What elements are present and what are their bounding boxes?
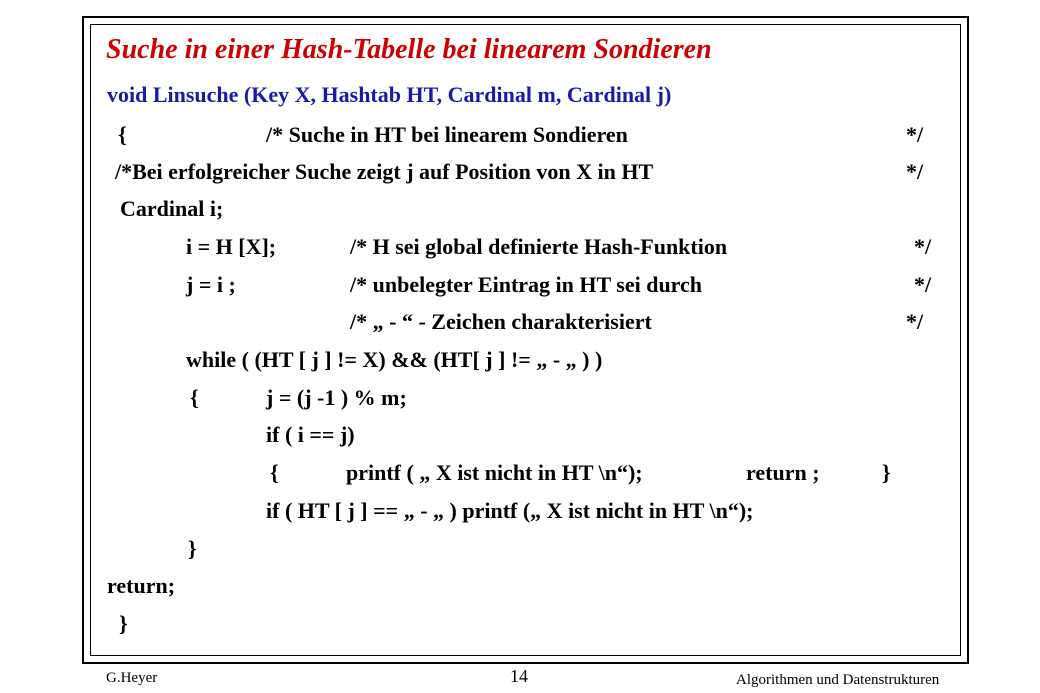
code-comment-hash: /* H sei global definierte Hash-Funktion (350, 234, 728, 259)
code-if-eq: if ( i == j) (266, 422, 355, 447)
code-decrement: j = (j -1 ) % m; (266, 385, 407, 410)
slide-frame-inner (90, 24, 961, 656)
code-if-empty: if ( HT [ j ] == „ - „ ) printf („ X ist nicht in HT \n“); (266, 498, 754, 523)
code-comment-char: /* „ - “ - Zeichen charakterisiert (350, 309, 652, 334)
code-comment-end: */ (914, 272, 932, 297)
code-assign-i: i = H [X]; (186, 234, 277, 259)
code-return-stmt: return ; (746, 460, 820, 485)
code-return-final: return; (107, 573, 176, 598)
code-open-brace: { (118, 122, 127, 147)
code-comment-end: */ (914, 234, 932, 259)
footer-page-number: 14 (510, 666, 528, 686)
code-decl-i: Cardinal i; (120, 196, 224, 221)
footer-course: Algorithmen und Datenstrukturen (736, 672, 940, 688)
code-comment-empty: /* unbelegter Eintrag in HT sei durch (350, 272, 703, 297)
code-while-cond: while ( (HT [ j ] != X) && (HT[ j ] != „ - „ ) ) (186, 347, 603, 372)
footer-author: G.Heyer (106, 670, 158, 686)
code-printf-not-found: printf ( „ X ist nicht in HT \n“); (346, 460, 643, 485)
code-comment-end: */ (906, 309, 924, 334)
code-comment-search: /* Suche in HT bei linearem Sondieren (266, 122, 628, 147)
code-comment-end: */ (906, 122, 924, 147)
code-while-brace: { (190, 385, 199, 410)
code-if-brace-close: } (882, 460, 891, 485)
function-signature: void Linsuche (Key X, Hashtab HT, Cardinal m, Cardinal j) (107, 82, 672, 107)
code-if-brace-open: { (270, 460, 279, 485)
code-assign-j: j = i ; (186, 272, 236, 297)
code-close-brace: } (119, 611, 128, 636)
code-comment-success: /*Bei erfolgreicher Suche zeigt j auf Position von X in HT (115, 159, 654, 184)
slide-title: Suche in einer Hash-Tabelle bei linearem Sondieren (106, 34, 712, 65)
code-while-close: } (188, 536, 197, 561)
code-comment-end: */ (906, 159, 924, 184)
